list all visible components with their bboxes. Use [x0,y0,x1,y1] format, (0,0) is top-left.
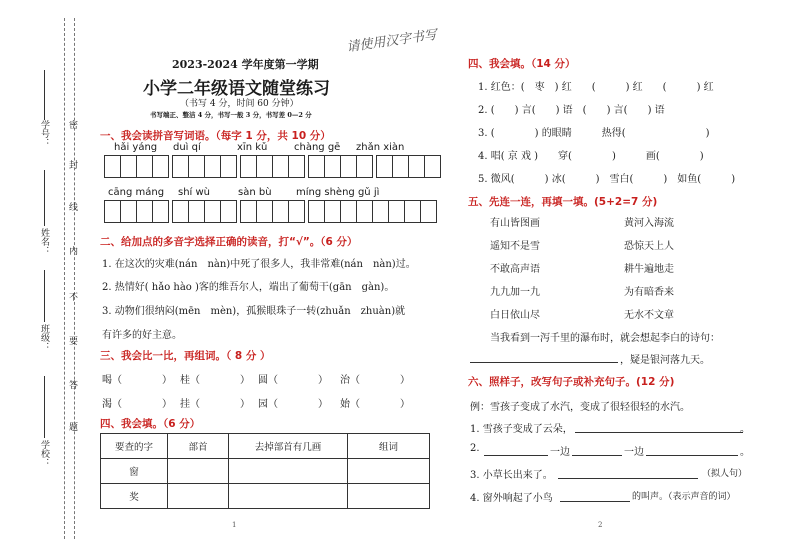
answer-line[interactable] [572,455,622,456]
seal-char: 要 [67,336,77,345]
school-line[interactable] [44,376,45,438]
poem-left[interactable]: 白日依山尽 [490,310,540,321]
fill-line[interactable]: 5. 微风( ) 冰( ) 雪白( ) 如鱼( ) [478,174,736,185]
sentence-q3-hint: （拟人句） [702,469,748,479]
poem-left[interactable]: 遥知不是雪 [490,241,540,252]
table-header: 组词 [348,434,430,459]
poem-right[interactable]: 无水不文章 [624,310,674,321]
sentence-q2-num: 2. [470,443,480,454]
page-title: 小学二年级语文随堂练习 [143,79,330,99]
r-section5-heading: 五、先连一连，再填一填。(5+2=7 分) [468,196,658,208]
table-header: 去掉部首有几画 [229,434,348,459]
binding-line-inner [74,18,75,539]
school-label: 学校： [39,440,49,467]
answer-line[interactable] [575,432,743,433]
pinyin: chàng gē [294,142,341,153]
table-cell[interactable] [229,459,348,484]
compare-item[interactable]: 治（ ） [340,375,410,386]
pinyin: míng shèng gǔ jì [296,187,380,198]
char-grid[interactable] [104,200,436,223]
class-label: 班级： [39,324,49,351]
student-id-label: 学号： [39,120,49,147]
r-section6-heading: 六、照样子，改写句子或补充句子。(12 分) [468,376,675,388]
binding-strip [0,0,92,557]
pinyin: hǎi yáng [114,142,158,153]
seal-char: 内 [67,246,77,255]
sentence-q2-text: 一边 [550,447,570,458]
question-line: 有许多的好主意。 [102,330,182,341]
fill-line[interactable]: 2. ( ) 言( ) 语 ( ) 言( ) 语 [478,105,665,116]
pinyin: zhǎn xiàn [356,142,405,153]
poem-left[interactable]: 九九加一九 [490,287,540,298]
seal-char: 答 [67,380,77,389]
question-line: 1. 在这次的灾难(nán nàn)中死了很多人，我非常难(nán nàn)过。 [102,259,416,270]
sentence-q2-text2: 一边 [624,447,644,458]
pinyin: xīn kǔ [237,142,268,153]
poem-right[interactable]: 耕牛遍地走 [624,264,674,275]
subtitle: （书写 4 分，时间 60 分钟） [180,99,299,109]
sentence-q4-tail: 的叫声。（表示声音的词） [632,492,736,502]
poem-right[interactable]: 黄河入海流 [624,218,674,229]
answer-line[interactable] [558,478,698,479]
table-cell[interactable] [348,459,430,484]
poem-right[interactable]: 恐惊天上人 [624,241,674,252]
seal-char: 封 [67,160,77,169]
answer-line[interactable] [560,501,630,502]
score-note: 书写端正、整洁 4 分，书写一般 3 分，书写差 0—2 分 [150,111,312,119]
fill-line[interactable]: 1. 红色：( 枣 ) 红 ( ) 红 ( ) 红 [478,82,714,93]
seal-char: 线 [67,202,77,211]
compare-item[interactable]: 园（ ） [258,399,328,410]
poem-prompt: 当我看到一泻千里的瀑布时，就会想起李白的诗句： [490,333,720,344]
sentence-q3: 3. 小草长出来了。 [470,470,553,481]
example-sentence: 例：雪孩子变成了水汽，变成了很轻很轻的水汽。 [470,402,690,413]
sentence-q1: 1. 雪孩子变成了云朵， [470,424,573,435]
period: 。 [740,424,750,435]
table-cell[interactable] [348,484,430,509]
answer-line[interactable] [470,362,618,363]
table-cell[interactable] [229,484,348,509]
table-cell[interactable] [168,484,229,509]
table-cell: 窗 [101,459,168,484]
name-label: 姓名： [39,228,49,255]
section1-heading: 一、我会读拼音写词语。（每字 1 分，共 10 分） [100,130,331,142]
poem-tail: ，疑是银河落九天。 [620,355,710,366]
question-line: 3. 动物们很纳闷(mēn mèn)，孤猴眼珠子一转(zhuǎn zhuàn)就 [102,306,406,317]
char-grid[interactable] [104,155,440,178]
sentence-q4: 4. 窗外响起了小鸟 [470,493,553,504]
lookup-table [100,433,430,509]
seal-char: 密 [67,120,77,129]
table-header: 要查的字 [101,434,168,459]
compare-item[interactable]: 桂（ ） [180,375,250,386]
handwritten-note: 请使用汉字书写 [345,27,438,56]
name-line[interactable] [44,170,45,226]
page-number: 2 [598,521,603,529]
question-line: 2. 热情好( hǎo hào )客的维吾尔人，端出了葡萄干(gān gàn)。 [102,282,395,293]
table-cell: 奖 [101,484,168,509]
poem-left[interactable]: 有山皆图画 [490,218,540,229]
section3-heading: 三、我会比一比，再组词。（ 8 分 ） [100,350,271,362]
table-cell[interactable] [168,459,229,484]
binding-line-outer [64,18,65,539]
compare-item[interactable]: 圆（ ） [258,375,328,386]
fill-line[interactable]: 4. 唱( 京 戏 ) 穿( ) 画( ) [478,151,704,162]
student-id-line[interactable] [44,70,45,120]
compare-item[interactable]: 渴（ ） [102,399,172,410]
section2-heading: 二、给加点的多音字选择正确的读音，打“√”。（6 分） [100,236,358,248]
term-title: 2023-2024 学年度第一学期 [172,58,319,71]
pinyin: sàn bù [238,187,272,198]
fill-line[interactable]: 3. ( ) 的眼睛 热得( ) [478,128,710,139]
pinyin: shí wù [178,187,211,198]
answer-line[interactable] [646,455,738,456]
pinyin: duì qí [173,142,201,153]
poem-left[interactable]: 不敢高声语 [490,264,540,275]
table-row [101,459,430,484]
table-row [101,484,430,509]
class-line[interactable] [44,270,45,322]
page-number: 1 [232,521,237,529]
poem-right[interactable]: 为有暗香来 [624,287,674,298]
table-header: 部首 [168,434,229,459]
r-section4-heading: 四、我会填。（14 分） [468,58,576,70]
compare-item[interactable]: 喝（ ） [102,375,172,386]
section4-heading: 四、我会填。（6 分） [100,418,201,430]
compare-item[interactable]: 始（ ） [340,399,410,410]
period: 。 [740,447,750,458]
pinyin: cāng máng [108,187,165,198]
seal-char: 不 [67,292,77,301]
answer-line[interactable] [484,455,548,456]
compare-item[interactable]: 挂（ ） [180,399,250,410]
seal-char: 题 [67,422,77,431]
